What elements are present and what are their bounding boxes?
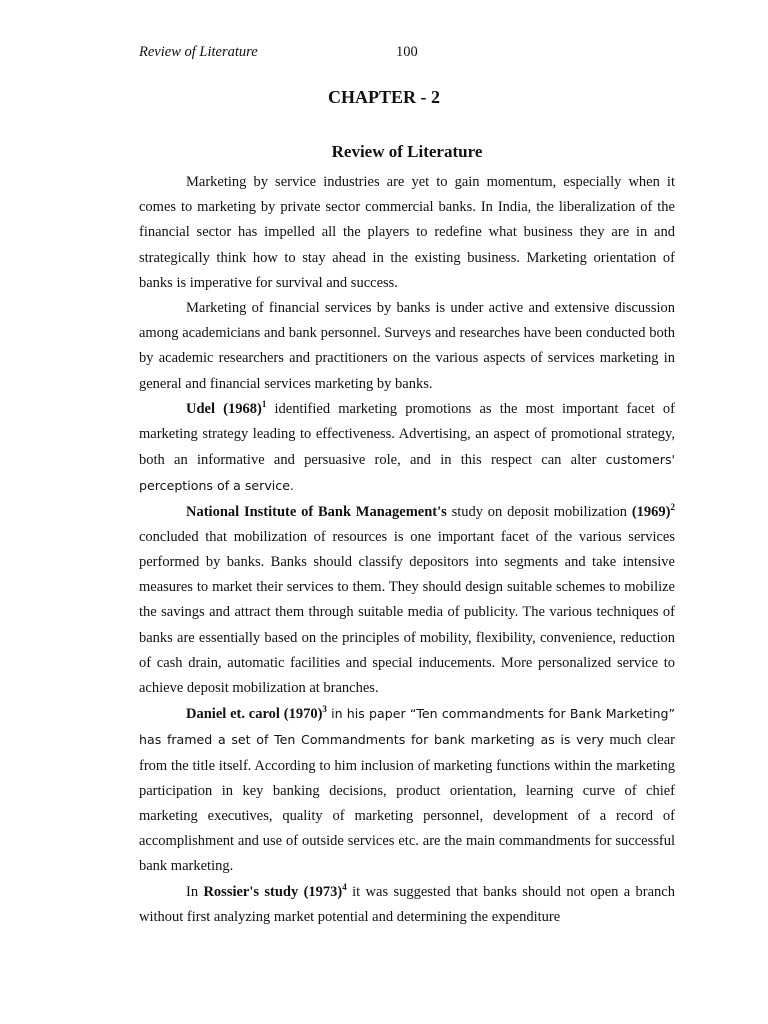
paragraph-1 xyxy=(139,170,675,296)
paragraph-6-text: it was suggested that banks should not open a branch without first analyzing market potential and determining the expenditure xyxy=(139,883,675,925)
citation-rossier: Rossier's study (1973) xyxy=(203,883,343,900)
paragraph-5-text-sans: in his paper “Ten commandments for Bank Marketing” has framed a set of Ten Commandments for bank marketing as is very xyxy=(139,706,675,748)
citation-nibm: National Institute of Bank Management's xyxy=(186,503,447,520)
footnote-mark-1: 1 xyxy=(261,398,267,409)
paragraph-3 xyxy=(139,397,675,500)
paragraph-5 xyxy=(139,701,675,879)
footnote-mark-3: 3 xyxy=(322,704,327,715)
running-title: Review of Literature xyxy=(139,44,258,60)
footnote-mark-4: 4 xyxy=(342,881,347,892)
paragraph-1-text: Marketing by service industries are yet to gain momentum, especially when it comes to marketing by private sector commercial banks. In India, the liberalization of the financial sector has impelled all the players to redefine what business they are in and strategically think how to stay ahead in the existing business. Marketing orientation of banks is imperative for survival and success. xyxy=(139,174,675,291)
chapter-title: CHAPTER - 2 xyxy=(328,87,440,107)
paragraph-3-text: identified marketing promotions as the most important facet of marketing strategy leading to effectiveness. Advertising, an aspect of promotional strategy, both an informative and persuasive role, and in this respect can alter xyxy=(139,400,675,469)
paragraph-4-text: concluded that mobilization of resources is one important facet of the various services performed by banks. Banks should classify depositors into segments and take intensive measures to market their services to them. They should design suitable schemes to mobilize the savings and attract them through suitable media of publicity. The various techniques of banks are essentially based on the principles of mobility, flexibility, convenience, reduction of cash drain, automatic facilities and special inducements. More personalized service to achieve deposit mobilization at branches. xyxy=(139,528,675,697)
page-number: 100 xyxy=(396,44,418,60)
paragraph-5-text: much clear from the title itself. According to him inclusion of marketing functions within the marketing participation in key banking decisions, product orientation, learning curve of chief marketing executives, quality of marketing personnel, development of a record of accomplishment and use of outside services etc. are the main commandments for successful bank marketing. xyxy=(139,732,675,875)
paragraph-4-text-a: study on deposit mobilization xyxy=(446,503,632,520)
paragraph-2 xyxy=(139,296,675,397)
paragraph-3-tail: customers' perceptions of a service. xyxy=(139,452,675,494)
citation-daniel-carol: Daniel et. carol (1970) xyxy=(186,706,323,723)
section-title: Review of Literature xyxy=(331,142,483,161)
citation-year-1969: (1969) xyxy=(631,503,671,520)
paragraph-2-text: Marketing of financial services by banks is under active and extensive discussion among academicians and bank personnel. Surveys and researches have been conducted both by academic researchers and practitioners on the various aspects of services marketing in general and financial services marketing by banks. xyxy=(139,300,675,392)
footnote-mark-2: 2 xyxy=(670,501,675,512)
paragraph-6 xyxy=(139,880,675,930)
paragraph-4 xyxy=(139,500,675,702)
body-text xyxy=(139,170,675,930)
paragraph-6-lead: In xyxy=(186,883,204,900)
citation-udel: Udel (1968) xyxy=(186,400,262,417)
